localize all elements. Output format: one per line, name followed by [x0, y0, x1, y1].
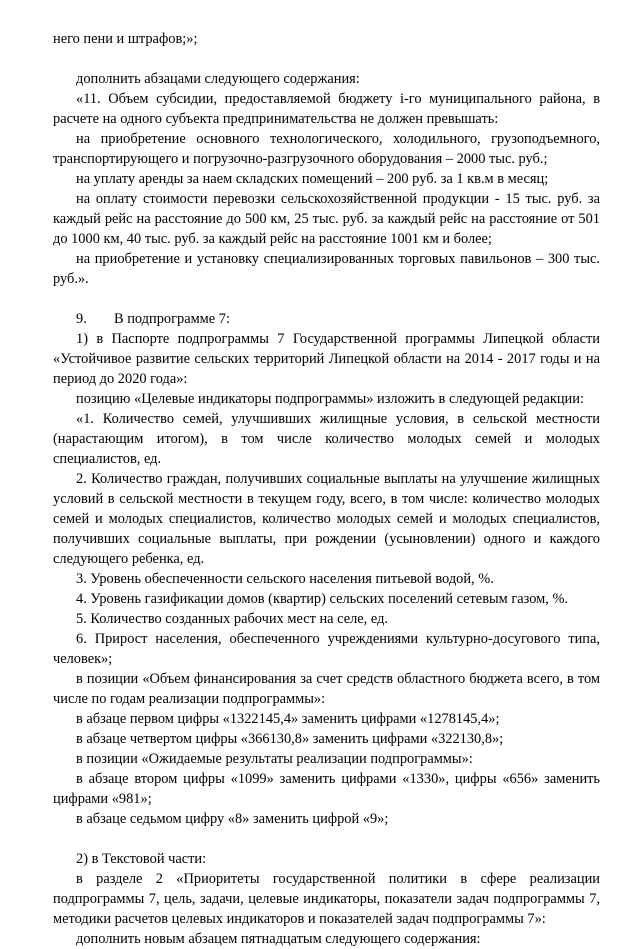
section-title: В подпрограмме 7:: [114, 311, 230, 327]
section-number: 9.: [76, 311, 87, 327]
paragraph-fourth-abzac: в абзаце четвертом цифры «366130,8» заменить цифрами «322130,8»;: [76, 731, 504, 747]
indicator-1: «1. Количество семей, улучшивших жилищные условия, в сельской местности (нарастающим итогом), в том числе количество молодых семей и молодых специалистов, ед.: [53, 411, 600, 467]
paragraph-passport: 1) в Паспорте подпрограммы 7 Государственной программы Липецкой области «Устойчивое развитие сельских территорий Липецкой области на 2014 - 2017 годы и на период до 2020 года»:: [53, 331, 600, 387]
paragraph-add-clauses: дополнить абзацами следующего содержания:: [76, 71, 360, 87]
paragraph-financing-position: в позиции «Объем финансирования за счет средств областного бюджета всего, в том числе по годам реализации подпрограммы»:: [53, 671, 600, 707]
paragraph-section-2: в разделе 2 «Приоритеты государственной политики в сфере реализации подпрограммы 7, цель, задачи, целевые индикаторы, показатели задач подпрограммы 7, методики расчетов целевых индикаторов и показателей задач подпрограммы 7»:: [53, 871, 600, 927]
paragraph-expected-results: в позиции «Ожидаемые результаты реализации подпрограммы»:: [76, 751, 473, 767]
paragraph-text-part: 2) в Текстовой части:: [76, 851, 207, 867]
spacer: [53, 289, 600, 309]
paragraph-subsidy-limit: «11. Объем субсидии, предоставляемой бюджету i-го муниципального района, в расчете на одного субъекта предпринимательства не должен превышать:: [53, 91, 600, 127]
paragraph-warehouse-rent: на уплату аренды за наем складских помещений – 200 руб. за 1 кв.м в месяц;: [76, 171, 549, 187]
paragraph-equipment: на приобретение основного технологического, холодильного, грузоподъемного, транспортирующего и погрузочно-разгрузочного оборудования – 2000 тыс. руб.;: [53, 131, 600, 167]
indicator-6: 6. Прирост населения, обеспеченного учреждениями культурно-досугового типа, человек»;: [53, 631, 600, 667]
indicator-3: 3. Уровень обеспеченности сельского населения питьевой водой, %.: [76, 571, 494, 587]
paragraph-add-new-abzac: дополнить новым абзацем пятнадцатым следующего содержания:: [76, 931, 481, 947]
spacer: [53, 49, 600, 69]
indicator-4: 4. Уровень газификации домов (квартир) сельских поселений сетевым газом, %.: [76, 591, 569, 607]
spacer: [53, 829, 600, 849]
paragraph-indicators-position: позицию «Целевые индикаторы подпрограммы» изложить в следующей редакции:: [76, 391, 584, 407]
indicator-5: 5. Количество созданных рабочих мест на селе, ед.: [76, 611, 388, 627]
paragraph-first-abzac: в абзаце первом цифры «1322145,4» заменить цифрами «1278145,4»;: [76, 711, 500, 727]
indicator-2: 2. Количество граждан, получивших социальные выплаты на улучшение жилищных условий в сельской местности в текущем году, всего, в том числе: количество молодых семей и молодых специалистов, количество молодых семей и молодых специалистов, получивших социальные выплаты, при рождении (усыновлении) одного и каждого следующего ребенка, ед.: [53, 471, 600, 567]
paragraph-penalties: него пени и штрафов;»;: [53, 31, 198, 47]
paragraph-pavilions: на приобретение и установку специализированных торговых павильонов – 300 тыс. руб.».: [53, 251, 600, 287]
paragraph-transport-cost: на оплату стоимости перевозки сельскохозяйственной продукции - 15 тыс. руб. за каждый рейс на расстояние до 500 км, 25 тыс. руб. за каждый рейс на расстояние от 501 до 1000 км, 40 тыс. руб. за каждый рейс на расстояние 1001 км и более;: [53, 191, 600, 247]
paragraph-second-abzac: в абзаце втором цифры «1099» заменить цифрами «1330», цифры «656» заменить цифрами «981»;: [53, 771, 600, 807]
section-heading: [53, 309, 600, 329]
paragraph-seventh-abzac: в абзаце седьмом цифру «8» заменить цифрой «9»;: [76, 811, 389, 827]
